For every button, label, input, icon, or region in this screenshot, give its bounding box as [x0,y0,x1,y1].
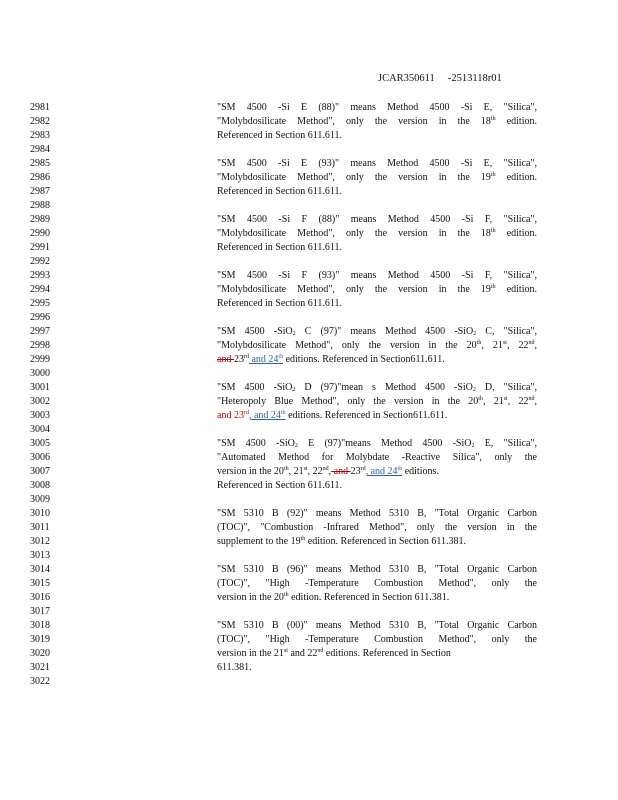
entry-line: "Molybdosilicate Method", only the version in the 19th edition. [217,284,537,295]
entry-line: "Heteropoly Blue Method", only the version in the 20th, 21st, 22nd, [217,396,538,407]
line-number: 3001 [30,382,50,393]
document-id: JCAR350611 [378,73,435,84]
line-numbers [30,101,50,689]
line-number: 2994 [30,284,50,295]
entry-line: "SM 5310 B (00)" means Method 5310 B, "Total Organic Carbon [217,620,537,631]
entry-line: Referenced in Section 611.611. [217,480,343,491]
entry-line: (TOC)", "High -Temperature Combustion Method", only the [217,578,537,589]
line-number: 3012 [30,536,50,547]
entry-line: "SM 4500 -SiO$_2$ C (97)" means Method 4500 -SiO$_2$ C, "Silica", [217,326,537,337]
line-number: 3009 [30,494,50,505]
line-number: 3022 [30,676,50,687]
line-number: 2990 [30,228,50,239]
definition-sm-4500-sio2-c-97 [217,325,537,367]
entry-line: "Molybdosilicate Method", only the version in the 18th edition. [217,116,537,127]
inserted-text: , and 24th [248,410,286,421]
line-number: 2984 [30,144,50,155]
entry-line: "Molybdosilicate Method", only the version in the 19th edition. [217,172,537,183]
line-number: 2992 [30,256,50,267]
line-number: 2988 [30,200,50,211]
definition-sm-4500-sio2-d-97 [217,381,537,423]
entry-line: "SM 4500 -SiO$_2$ D (97)"mean s Method 4500 -SiO$_2$ D, "Silica", [217,382,537,393]
entry-line: version in the 21st and 22nd editions. Referenced in Section [217,648,451,659]
definition-sm-5310-b-00 [217,619,537,675]
entry-line: "SM 4500 -SiO$_2$ E (97)"means Method 4500 -SiO$_2$ E, "Silica", [217,438,537,449]
entry-line: "Molybdosilicate Method", only the version in the 20th, 21st, 22nd, [217,340,538,351]
entry-line: "SM 4500 -Si F (88)" means Method 4500 -Si F, "Silica", [217,214,537,225]
deleted-text: and [331,466,351,477]
line-number: 3021 [30,662,50,673]
definition-sm-5310-b-92 [217,507,537,549]
line-number: 3019 [30,634,50,645]
entry-line: 611.381. [217,662,252,673]
entry-line: Referenced in Section 611.611. [217,242,343,253]
inserted-text: and 24th [248,354,284,365]
revision-code: -2513118r01 [447,73,502,84]
line-number: 2989 [30,214,50,225]
inserted-text: , and 24th [365,466,403,477]
line-number: 3015 [30,578,50,589]
entry-line: "SM 5310 B (92)" means Method 5310 B, "Total Organic Carbon [217,508,537,519]
line-number: 3000 [30,368,50,379]
line-number: 3002 [30,396,50,407]
entry-line: version in the 20th, 21st, 22nd, and 23rd, and 24th editions. [217,466,439,477]
line-number: 3011 [30,522,50,533]
deleted-text: and 23rd [217,410,249,421]
line-number: 3003 [30,410,50,421]
line-number: 2987 [30,186,50,197]
definition-sm-4500-sio2-e-97 [217,437,537,493]
entry-line: supplement to the 19th edition. Referenced in Section 611.381. [217,536,466,547]
line-number: 2981 [30,102,50,113]
line-number: 3008 [30,480,50,491]
line-number: 2998 [30,340,50,351]
line-number: 2995 [30,298,50,309]
line-number: 2991 [30,242,50,253]
line-number: 3020 [30,648,50,659]
line-number: 3007 [30,466,50,477]
entry-line: and 23rd and 24th editions. Referenced in Section611.611. [217,354,445,365]
line-number: 3005 [30,438,50,449]
line-number: 3018 [30,620,50,631]
entry-line: "Automated Method for Molybdate -Reactive Silica", only the [217,452,537,463]
entry-line: "SM 5310 B (96)" means Method 5310 B, "Total Organic Carbon [217,564,537,575]
definition-sm-4500-si-e-93 [217,157,537,199]
line-number: 2999 [30,354,50,365]
line-number: 2983 [30,130,50,141]
definition-sm-4500-si-e-88 [217,101,537,143]
line-number: 3013 [30,550,50,561]
line-number: 2997 [30,326,50,337]
line-number: 2993 [30,270,50,281]
line-number: 2985 [30,158,50,169]
line-number: 3017 [30,606,50,617]
entry-line: Referenced in Section 611.611. [217,186,343,197]
definition-sm-4500-si-f-88 [217,213,537,255]
entry-line: "SM 4500 -Si E (93)" means Method 4500 -Si E, "Silica", [217,158,537,169]
line-number: 3006 [30,452,50,463]
entry-line: Referenced in Section 611.611. [217,298,343,309]
entry-line: (TOC)", "High -Temperature Combustion Method", only the [217,634,537,645]
document-header [378,73,502,84]
entry-line: and 23rd, and 24th editions. Referenced in Section611.611. [217,410,448,421]
entry-line: Referenced in Section 611.611. [217,130,343,141]
entry-line: "SM 4500 -Si F (93)" means Method 4500 -Si F, "Silica", [217,270,537,281]
line-number: 2982 [30,116,50,127]
line-number: 3016 [30,592,50,603]
line-number: 3014 [30,564,50,575]
line-number: 2996 [30,312,50,323]
entry-line: "SM 4500 -Si E (88)" means Method 4500 -Si E, "Silica", [217,102,537,113]
definition-sm-4500-si-f-93 [217,269,537,311]
entry-line: "Molybdosilicate Method", only the version in the 18th edition. [217,228,537,239]
line-number: 2986 [30,172,50,183]
line-number: 3004 [30,424,50,435]
deleted-text: and [217,354,234,365]
entry-line: (TOC)", "Combustion -Infrared Method", only the version in the [217,522,537,533]
entry-line: version in the 20th edition. Referenced in Section 611.381. [217,592,450,603]
line-number: 3010 [30,508,50,519]
definition-sm-5310-b-96 [217,563,537,605]
